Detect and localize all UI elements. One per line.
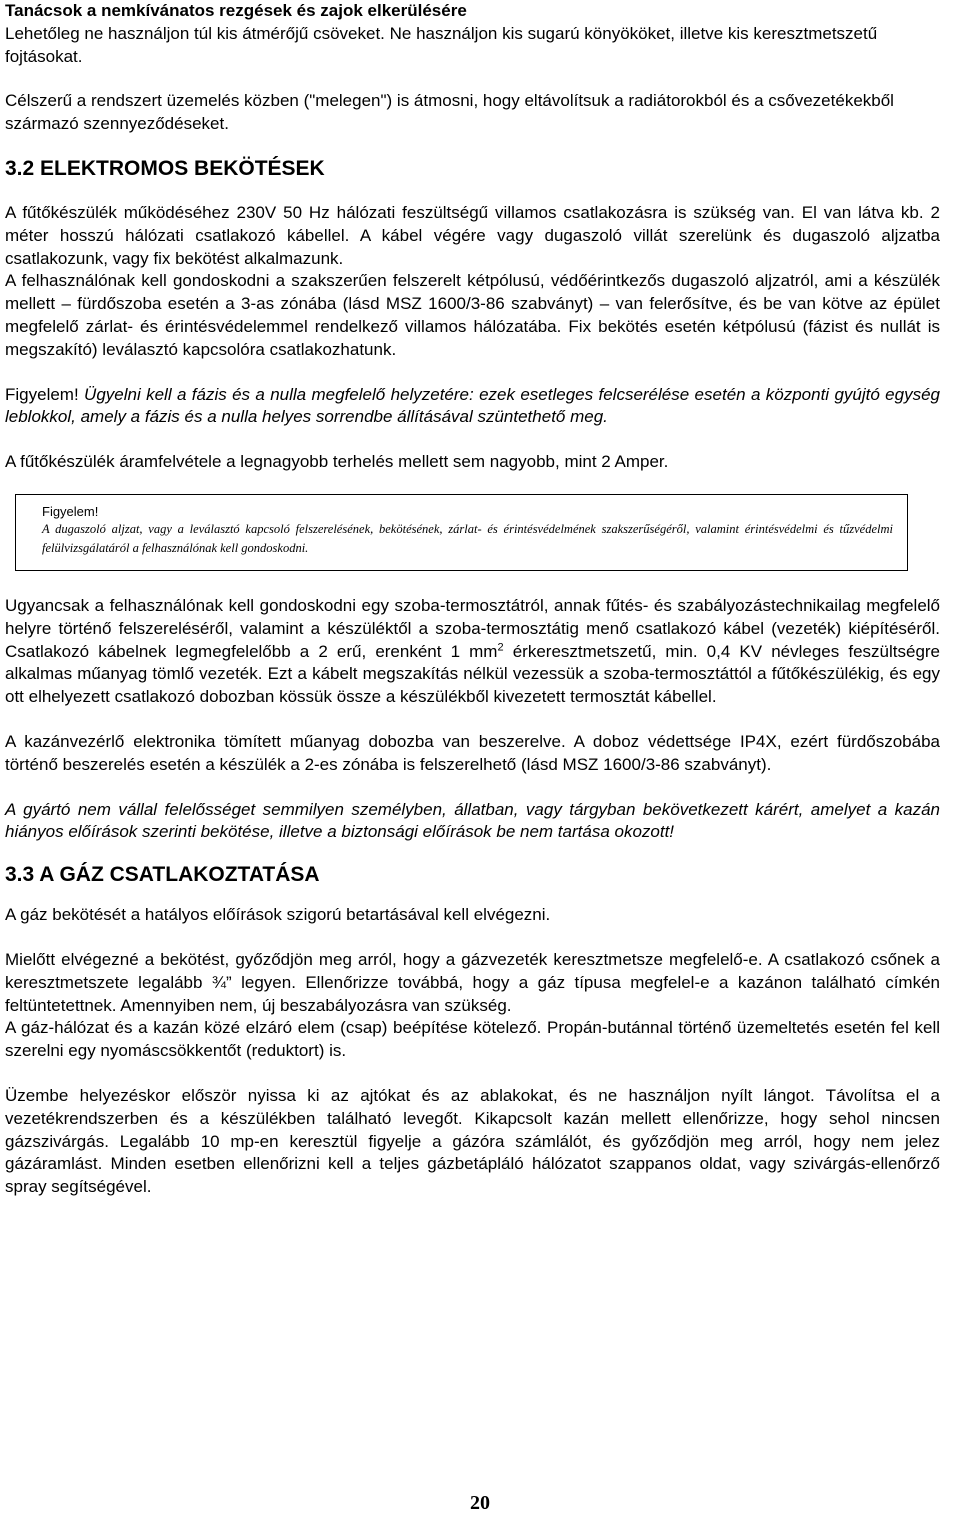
paragraph-power-supply: A fűtőkészülék működéséhez 230V 50 Hz hálózati feszültségű villamos csatlakozásra is szükség van. El van látva kb. 2 méter hosszú hálózati csatlakozó kábellel. A kábel végére vagy dugaszoló villát szerelünk és dugaszoló aljzatba csatlakozunk, vagy fix bekötést alkalmazunk. (5, 202, 940, 268)
warning-label: Figyelem! (5, 384, 79, 404)
warning-box-text: A dugaszoló aljzat, vagy a leválasztó kapcsoló felszerelésének, bekötésének, zárlat- és érintésvédelmének szakszerűségéről, valamint érintésvédelmi és tűzvédelmi felülvizsgálatáról a felhasználónak kell gondoskodni. (42, 521, 893, 555)
paragraph-liability: A gyártó nem vállal felelősséget semmilyen személyben, állatban, vagy tárgyban bekövetkezett kárért, amelyet a kazán hiányos előírások szerinti bekötése, illetve a biztonsági előírások be nem tartása okozott! (5, 799, 940, 842)
heading-electrical: 3.2 ELEKTROMOS BEKÖTÉSEK (5, 156, 325, 180)
paragraph-pipe-advice: Lehetőleg ne használjon túl kis átmérőjű csöveket. Ne használjon kis sugarú könyököket, illetve kis keresztmetszetű fojtásokat. (5, 23, 878, 66)
warning-text: Ügyelni kell a fázis és a nulla megfelelő helyzetére: ezek esetleges felcserélése esetén a központi gyújtó egység leblokkol, amely a fázis és a nulla helyes sorrendbe állításával szüntethető meg. (5, 384, 940, 427)
paragraph-socket-responsibility: A felhasználónak kell gondoskodni a szakszerűen felszerelt kétpólusú, védőérintkezős dugaszoló aljzatról, ami a készülék mellett – fürdőszoba esetén a 3-as zónába (lásd MSZ 1600/3-86 szabványt) – van felerősítve, és be van kötve az épület megfelelő zárlat- és érintésvédelemmel rendelkező villamos hálózatába. Fix bekötés esetén kétpólusú (fázist és nullát is megszakító) leválasztó kapcsolóra csatlakozhatunk. (5, 271, 940, 359)
warning-box (15, 494, 908, 571)
superscript-2: 2 (497, 640, 504, 653)
thermostat-text-part1: Ugyancsak a felhasználónak kell gondoskodni egy szoba-termosztátról, annak fűtés- és szabályozástechnikailag megfelelő helyre történő felszereléséről, valamint a készüléktől a szoba-termosztátig menő csatlakozó kábel (vezeték) kiépítéséről. Csatlakozó kábelnek legmegfelelőbb a 2 erű, erenként 1 mm (5, 595, 940, 661)
paragraph-gas-regulations: A gáz bekötését a hatályos előírások szigorú betartásával kell elvégezni. (5, 905, 551, 925)
paragraph-current-draw: A fűtőkészülék áramfelvétele a legnagyobb terhelés mellett sem nagyobb, mint 2 Amper. (5, 452, 669, 472)
paragraph-electronics-ip4x: A kazánvezérlő elektronika tömített műanyag dobozba van beszerelve. A doboz védettsége IP4X, ezért fürdőszobába történő beszerelés esetén a készülék a 2-es zónába is felszerelhető (lásd MSZ 1600/3-86 szabványt). (5, 731, 940, 774)
document-page (5, 0, 940, 1199)
page-number: 20 (470, 1492, 490, 1514)
paragraph-flushing: Célszerű a rendszert üzemelés közben ("melegen") is átmosni, hogy eltávolítsuk a radiátorokból és a csővezetékekből származó szennyeződéseket. (5, 91, 894, 134)
paragraph-commissioning: Üzembe helyezéskor először nyissa ki az ajtókat és az ablakokat, és ne használjon nyílt lángot. Távolítsa el a vezetékrendszerben és a készülékben található levegőt. Kikapcsolt kazán mellett ellenőrizze, hogy sehol nincsen gázszivárgás. Legalább 10 mp-en keresztül figyelje a gázóra számlálót, és győződjön meg arról, hogy nem jelez gázáramlást. Minden esetben ellenőrizni kell a teljes gázbetápláló hálózatot szappanos oldat, vagy szivárgás-ellenőrző spray segítségével. (5, 1085, 940, 1197)
heading-vibration-tips: Tanácsok a nemkívánatos rezgések és zajok elkerülésére (5, 1, 467, 20)
warning-box-title: Figyelem! (42, 503, 99, 519)
paragraph-gas-pipe-check: Mielőtt elvégezné a bekötést, győződjön meg arról, hogy a gázvezeték keresztmetsze megfelelő-e. A csatlakozó csőnek a keresztmetszete legalább ¾” legyen. Ellenőrizze továbbá, hogy a gáz típusa megfelel-e a kazánon található címkén feltüntetettnek. Amennyiben nem, új beszabályozásra van szükség. (5, 949, 940, 1015)
thermostat-text-part2: érkeresztmetszetű, min. 0,4 KV névleges feszültségre alkalmas műanyag tömlő vezeték. Ezt a kábelt megszakítás nélkül vezessük a szoba-termosztáttól a fűtőkészülékig, és egy ott elhelyezett csatlakozó dobozban kössük össze a készülékből kivezetett termosztát kábellel. (5, 641, 941, 707)
heading-gas-connection: 3.3 A GÁZ CSATLAKOZTATÁSA (5, 863, 320, 887)
paragraph-thermostat (5, 595, 940, 709)
paragraph-shutoff-valve: A gáz-hálózat és a kazán közé elzáró elem (csap) beépítése kötelező. Propán-butánnal történő üzemeltetés esetén fel kell szerelni egy nyomáscsökkentőt (reduktort) is. (5, 1018, 940, 1061)
paragraph-phase-warning (5, 384, 940, 430)
